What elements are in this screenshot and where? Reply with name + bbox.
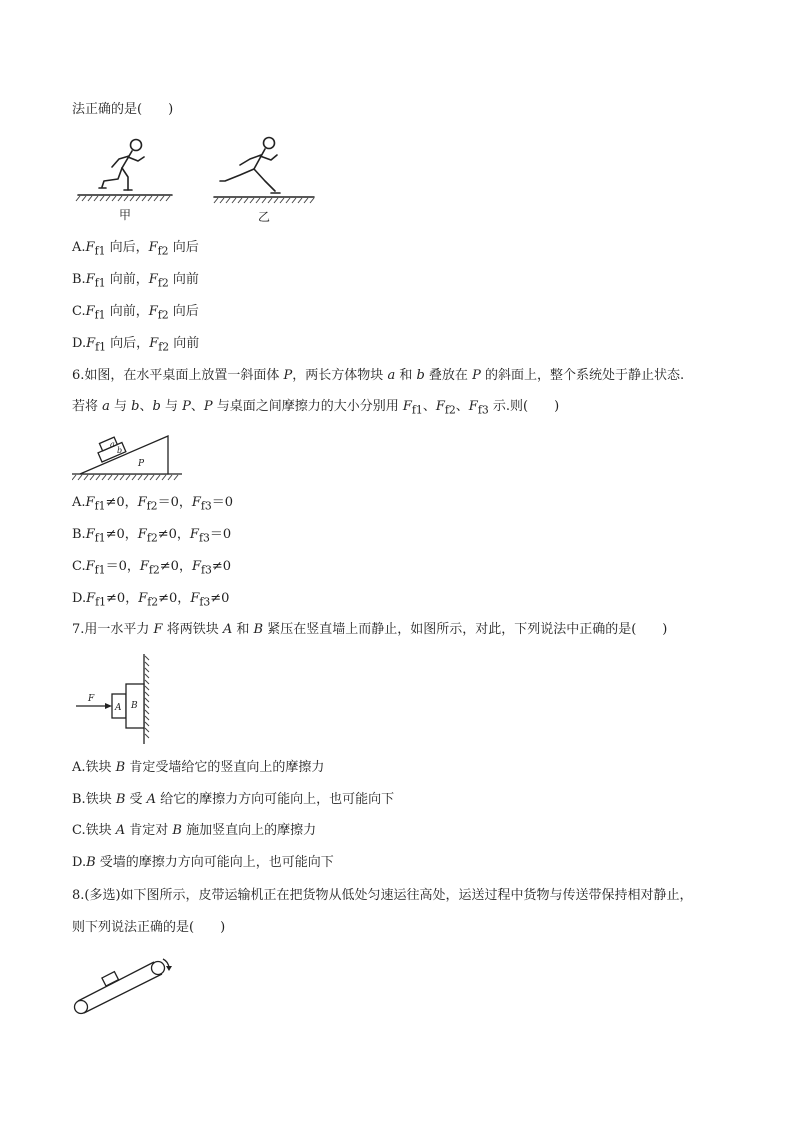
label-p: P xyxy=(138,459,145,469)
label-b: b xyxy=(117,446,123,455)
pulley-top xyxy=(152,962,165,975)
q7-option-b[interactable]: B.铁块 B 受 A 给它的摩擦力方向可能向上，也可能向下 xyxy=(72,792,395,807)
q7-stem: 7.用一水平力 F 将两铁块 A 和 B 紧压在竖直墙上而静止，如图所示，对此，下列说法中正确的是( ) xyxy=(72,622,668,637)
q5-option-c[interactable]: $C.F_{f1}$ 向前，$F_{f2}$ 向后 xyxy=(72,304,199,322)
q7-option-d[interactable]: D.B 受墙的摩擦力方向可能向上，也可能向下 xyxy=(72,855,334,870)
label-a: a xyxy=(110,440,115,449)
q6-figure-incline xyxy=(72,424,192,484)
q8-stem-line2: 则下列说法正确的是( ) xyxy=(72,920,226,935)
q6-option-a[interactable]: $A.F_{f1}\ne 0$，$F_{f2}=0$，$F_{f3}=0$ xyxy=(72,495,234,513)
q5-option-a[interactable]: $A.F_{f1}$ 向后，$F_{f2}$ 向后 xyxy=(72,240,199,258)
q6-stem-line1: 6.如图，在水平桌面上放置一斜面体 P，两长方体物块 a 和 b 叠放在 P 的斜面上，整个系统处于静止状态. xyxy=(72,368,685,383)
incline-wedge-p xyxy=(80,436,168,474)
q5-option-b[interactable]: $B.F_{f1}$ 向前，$F_{f2}$ 向前 xyxy=(72,272,199,290)
q7-option-c[interactable]: C.铁块 A 肯定对 B 施加竖直向上的摩擦力 xyxy=(72,823,317,838)
q6-stem-line2: 若将 a 与 b、b 与 P、P 与桌面之间摩擦力的大小分别用 $F_{f1}$、$F_{f2}$、$F_{f3}$ 示.则( ) xyxy=(72,399,560,417)
label-b: B xyxy=(131,701,138,711)
q6-option-b[interactable]: $B.F_{f1}\ne 0$，$F_{f2}\ne 0$，$F_{f3}=0$ xyxy=(72,527,232,545)
label-f: F xyxy=(88,694,95,704)
pulley-bottom xyxy=(75,1001,88,1014)
label-jia: 甲 xyxy=(119,208,132,222)
q6-option-c[interactable]: $C.F_{f1}=0$，$F_{f2}\ne 0$，$F_{f3}\ne 0$ xyxy=(72,559,232,577)
q7-option-a[interactable]: A.铁块 B 肯定受墙给它的竖直向上的摩擦力 xyxy=(72,760,325,775)
q5-stem-text: 法正确的是( ) xyxy=(72,102,174,117)
runner-jia-figure xyxy=(99,140,144,191)
q6-option-d[interactable]: $D.F_{f1}\ne 0$，$F_{f2}\ne 0$，$F_{f3}\ne 0$ xyxy=(72,591,230,609)
q5-stem-tail xyxy=(72,100,173,120)
q8-stem-line1: 8.(多选)如下图所示，皮带运输机正在把货物从低处匀速运往高处，运送过程中货物与传送带保持相对静止， xyxy=(72,888,693,903)
q5-figure-runners xyxy=(72,135,322,227)
q7-figure-wall xyxy=(72,654,162,746)
runner-yi-figure xyxy=(220,138,280,194)
cargo-box xyxy=(102,972,119,986)
q8-figure-conveyor xyxy=(70,954,180,1022)
q5-option-d[interactable]: $D.F_{f1}$ 向后，$F_{f2}$ 向前 xyxy=(72,336,200,354)
label-a: A xyxy=(115,703,122,713)
label-yi: 乙 xyxy=(258,210,271,224)
